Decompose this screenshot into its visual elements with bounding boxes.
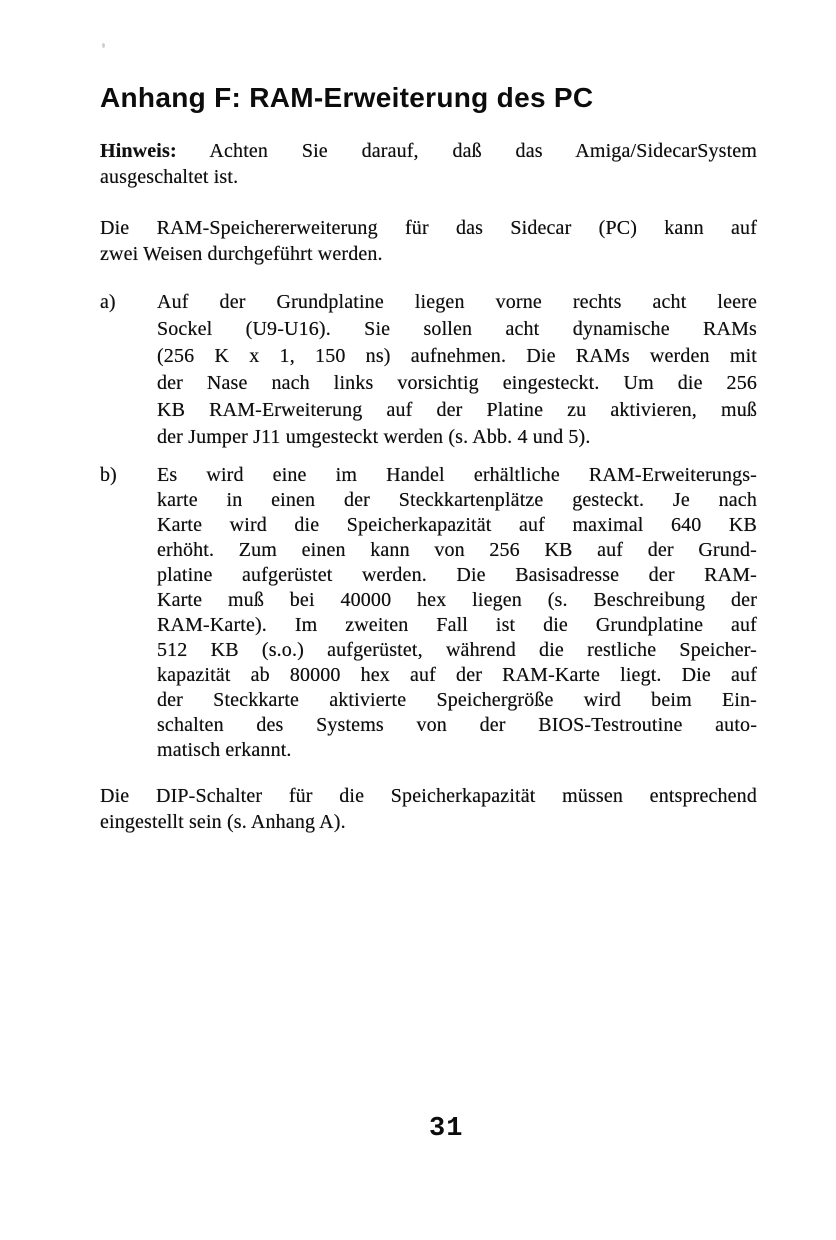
list-item-b-text <box>157 463 757 763</box>
note-line-2: ausgeschaltet ist. <box>100 166 239 188</box>
note-line-1 <box>100 138 757 164</box>
page-number: 31 <box>429 1114 464 1144</box>
closing-line-1: Die DIP-Schalter für die Speicherkapazität müssen entsprechend <box>100 785 757 807</box>
closing-line-2: eingestellt sein (s. Anhang A). <box>100 811 346 833</box>
item-b-line: RAM-Karte). Im zweiten Fall ist die Grundplatine auf <box>157 614 757 636</box>
list-item-a-text <box>157 289 757 451</box>
page-title: Anhang F: RAM-Erweiterung des PC <box>100 82 594 113</box>
item-b-line: karte in einen der Steckkartenplätze gesteckt. Je nach <box>157 489 757 511</box>
item-a-line: der Jumper J11 umgesteckt werden (s. Abb. 4 und 5). <box>157 426 591 448</box>
note-text: Achten Sie darauf, daß das Amiga/SidecarSystem <box>209 140 758 162</box>
item-a-line: KB RAM-Erweiterung auf der Platine zu aktivieren, muß <box>157 399 757 421</box>
list-item-b <box>100 463 757 763</box>
intro-line-2: zwei Weisen durchgeführt werden. <box>100 243 383 265</box>
list-marker-b: b) <box>100 464 117 486</box>
item-b-line: kapazität ab 80000 hex auf der RAM-Karte liegt. Die auf <box>157 664 757 686</box>
list-marker-a: a) <box>100 291 116 313</box>
intro-paragraph <box>100 215 757 267</box>
intro-line-1: Die RAM-Speichererweiterung für das Sidecar (PC) kann auf <box>100 217 757 239</box>
item-b-line: matisch erkannt. <box>157 739 292 761</box>
item-b-line: schalten des Systems von der BIOS-Testroutine auto- <box>157 714 757 736</box>
page-content <box>100 0 757 835</box>
note-label: Hinweis: <box>100 140 177 162</box>
item-a-line: (256 K x 1, 150 ns) aufnehmen. Die RAMs werden mit <box>157 345 757 367</box>
item-b-line: Es wird eine im Handel erhältliche RAM-Erweiterungs- <box>157 464 757 486</box>
item-a-line: der Nase nach links vorsichtig eingesteckt. Um die 256 <box>157 372 757 394</box>
list-item-a <box>100 289 757 451</box>
closing-paragraph <box>100 783 757 835</box>
note-paragraph <box>100 138 757 190</box>
item-b-line: Karte wird die Speicherkapazität auf maximal 640 KB <box>157 514 757 536</box>
item-a-line: Sockel (U9-U16). Sie sollen acht dynamische RAMs <box>157 318 757 340</box>
item-b-line: 512 KB (s.o.) aufgerüstet, während die restliche Speicher- <box>157 639 757 661</box>
item-b-line: Karte muß bei 40000 hex liegen (s. Beschreibung der <box>157 589 757 611</box>
item-a-line: Auf der Grundplatine liegen vorne rechts acht leere <box>157 291 757 313</box>
item-b-line: der Steckkarte aktivierte Speichergröße wird beim Ein- <box>157 689 757 711</box>
item-b-line: platine aufgerüstet werden. Die Basisadresse der RAM- <box>157 564 757 586</box>
item-b-line: erhöht. Zum einen kann von 256 KB auf der Grund- <box>157 539 757 561</box>
